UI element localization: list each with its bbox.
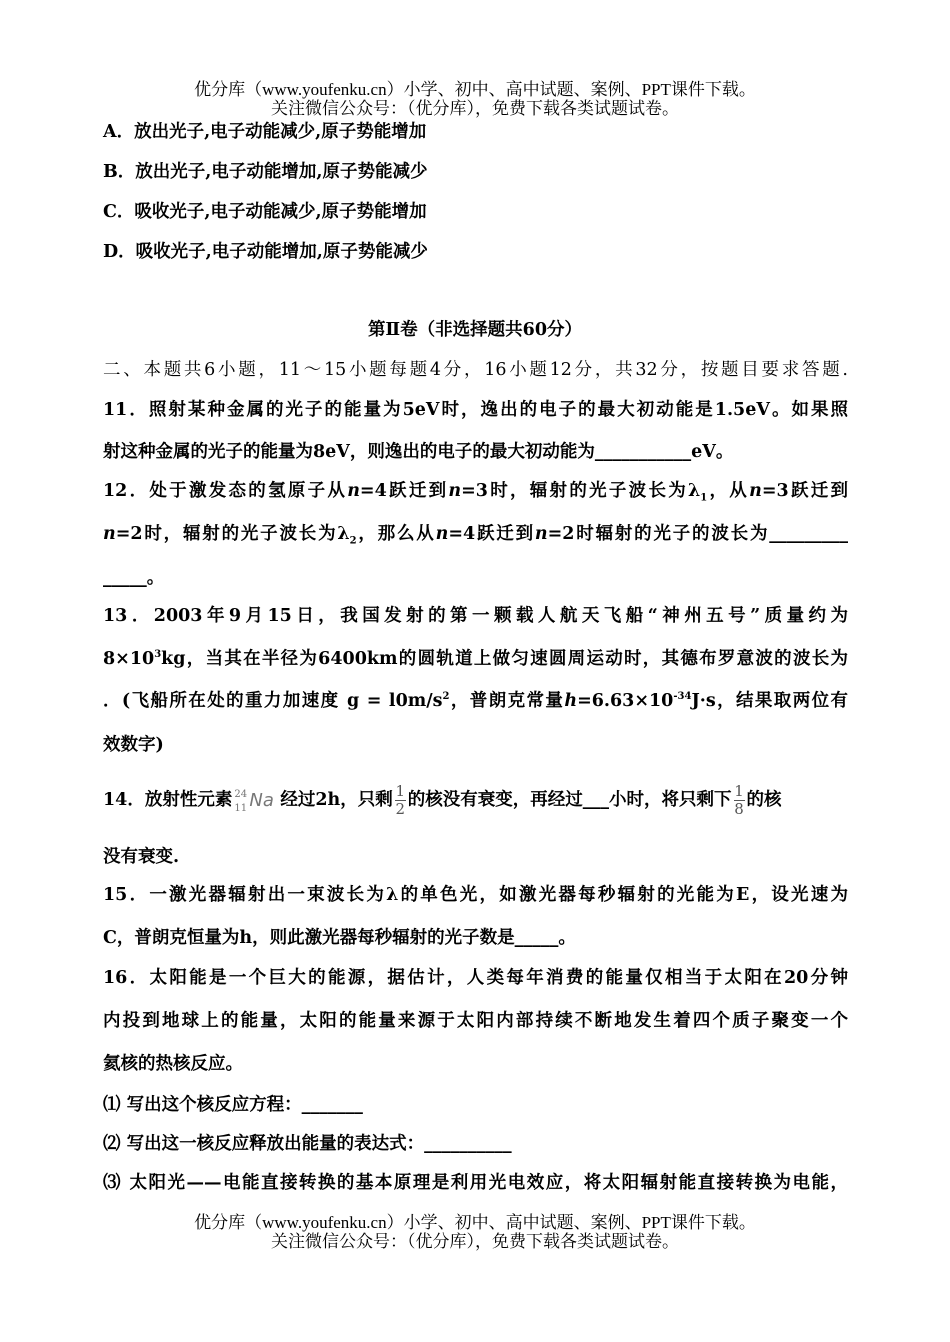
q12-text: ，从 [707, 481, 750, 501]
q12-n-symbol: n [103, 524, 116, 544]
q13-superscript: -34 [673, 691, 692, 703]
section-instruction: 二、本题共6小题，11～15小题每题4分，16小题12分，共32分，按题目要求答题. [103, 360, 848, 380]
q13-text: 8×10 [103, 649, 155, 669]
q12-n-symbol: n [448, 481, 462, 501]
q14-text: 的核 [746, 790, 782, 810]
q12-n-symbol: n [534, 524, 548, 544]
q14-text: 的核没有衰变，再经过___小时，将只剩下 [407, 790, 732, 810]
q13-line-4: 效数字) [103, 735, 164, 755]
q12-n-symbol: n [347, 481, 360, 501]
option-c: C．吸收光子,电子动能减少,原子势能增加 [103, 202, 427, 222]
fraction-denominator: 8 [734, 800, 744, 818]
q13-text: J·s，结果取两位有 [691, 691, 849, 711]
q12-line-3: _____。 [103, 568, 165, 588]
q16-line-2: 内投到地球上的能量，太阳的能量来源于太阳内部持续不断地发生着四个质子聚变一个 [103, 1011, 848, 1031]
q13-text: ．(飞船所在处的重力加速度 g = l0m/s [103, 691, 443, 711]
q12-line-1 [103, 479, 848, 503]
q16-sub-1: ⑴ 写出这个核反应方程：_______ [103, 1095, 363, 1115]
q12-text: =3跃迁到 [761, 481, 849, 501]
q14-text: 经过2h，只剩 [280, 790, 393, 810]
fraction-denominator: 2 [395, 800, 406, 818]
fraction-one-eighth [734, 783, 745, 818]
q12-subscript: 2 [349, 535, 357, 547]
q11-line-2: 射这种金属的光子的能量为8eV，则逸出的电子的最大初动能为___________eV。 [103, 442, 734, 462]
q13-text: kg，当其在半径为6400km的圆轨道上做匀速圆周运动时，其德布罗意波的波长为 [161, 649, 848, 669]
q13-line-2 [103, 647, 848, 671]
q16-sub-3: ⑶ 太阳光——电能直接转换的基本原理是利用光电效应，将太阳辐射能直接转换为电能， [103, 1173, 848, 1193]
footer-line-1: 优分库（www.youfenku.cn）小学、初中、高中试题、案例、PPT课件下载。 [194, 1213, 756, 1232]
header-line-2: 关注微信公众号：（优分库），免费下载各类试题试卷。 [271, 99, 679, 118]
footer-line-2: 关注微信公众号：（优分库），免费下载各类试题试卷。 [271, 1232, 679, 1251]
q13-text: ，普朗克常量 [449, 691, 565, 711]
q12-subscript: 1 [700, 492, 708, 504]
q14-line-1 [103, 783, 848, 818]
nuclide-atomic-number: 11 [234, 802, 248, 814]
fraction-one-half [395, 783, 406, 818]
q12-text: =4跃迁到 [448, 524, 535, 544]
q12-text: 12．处于激发态的氢原子从 [103, 481, 348, 501]
option-b: B．放出光子,电子动能增加,原子势能减少 [103, 162, 428, 182]
q12-text: =3时，辐射的光子波长为λ [461, 481, 701, 501]
nuclide-mass-number: 24 [234, 788, 248, 800]
q12-n-symbol: n [749, 481, 762, 501]
q15-line-2: C，普朗克恒量为h，则此激光器每秒辐射的光子数是_____。 [103, 928, 576, 948]
option-d: D．吸收光子,电子动能增加,原子势能减少 [103, 242, 428, 262]
q16-sub-2: ⑵ 写出这一核反应释放出能量的表达式：__________ [103, 1134, 512, 1154]
q13-superscript: 3 [154, 649, 162, 661]
q13-line-1: 13．2003年9月15日，我国发射的第一颗载人航天飞船“神州五号”质量约为 [103, 606, 848, 626]
q13-line-3 [103, 689, 848, 713]
q12-text: =4跃迁到 [359, 481, 449, 501]
fraction-numerator: 1 [734, 782, 744, 800]
section-title: 第Ⅱ卷（非选择题共60分） [367, 320, 583, 340]
option-a: A．放出光子,电子动能减少,原子势能增加 [103, 122, 427, 142]
q11-line-1: 11．照射某种金属的光子的能量为5eV时，逸出的电子的最大初动能是1.5eV。如果照 [103, 400, 848, 420]
fraction-numerator: 1 [395, 782, 406, 800]
q12-text: ，那么从 [356, 524, 436, 544]
q15-line-1: 15．一激光器辐射出一束波长为λ的单色光，如激光器每秒辐射的光能为E，设光速为 [103, 885, 848, 905]
sodium-nuclide-symbol [232, 789, 280, 813]
q13-superscript: 2 [442, 691, 450, 703]
nuclide-element: Na [249, 789, 274, 811]
q14-line-2: 没有衰变. [103, 847, 180, 867]
q12-text: =2时，辐射的光子波长为λ [115, 524, 350, 544]
q13-text: =6.63×10 [577, 691, 674, 711]
q12-line-2 [103, 522, 848, 546]
header-line-1: 优分库（www.youfenku.cn）小学、初中、高中试题、案例、PPT课件下载。 [194, 80, 756, 99]
q13-h-symbol: h [564, 691, 578, 711]
q16-line-1: 16．太阳能是一个巨大的能源，据估计，人类每年消费的能量仅相当于太阳在20分钟 [103, 968, 848, 988]
q14-text: 14．放射性元素 [103, 790, 233, 810]
q16-line-3: 氦核的热核反应。 [103, 1054, 243, 1074]
q12-n-symbol: n [435, 524, 449, 544]
q12-text: =2时辐射的光子的波长为_________ [547, 524, 849, 544]
